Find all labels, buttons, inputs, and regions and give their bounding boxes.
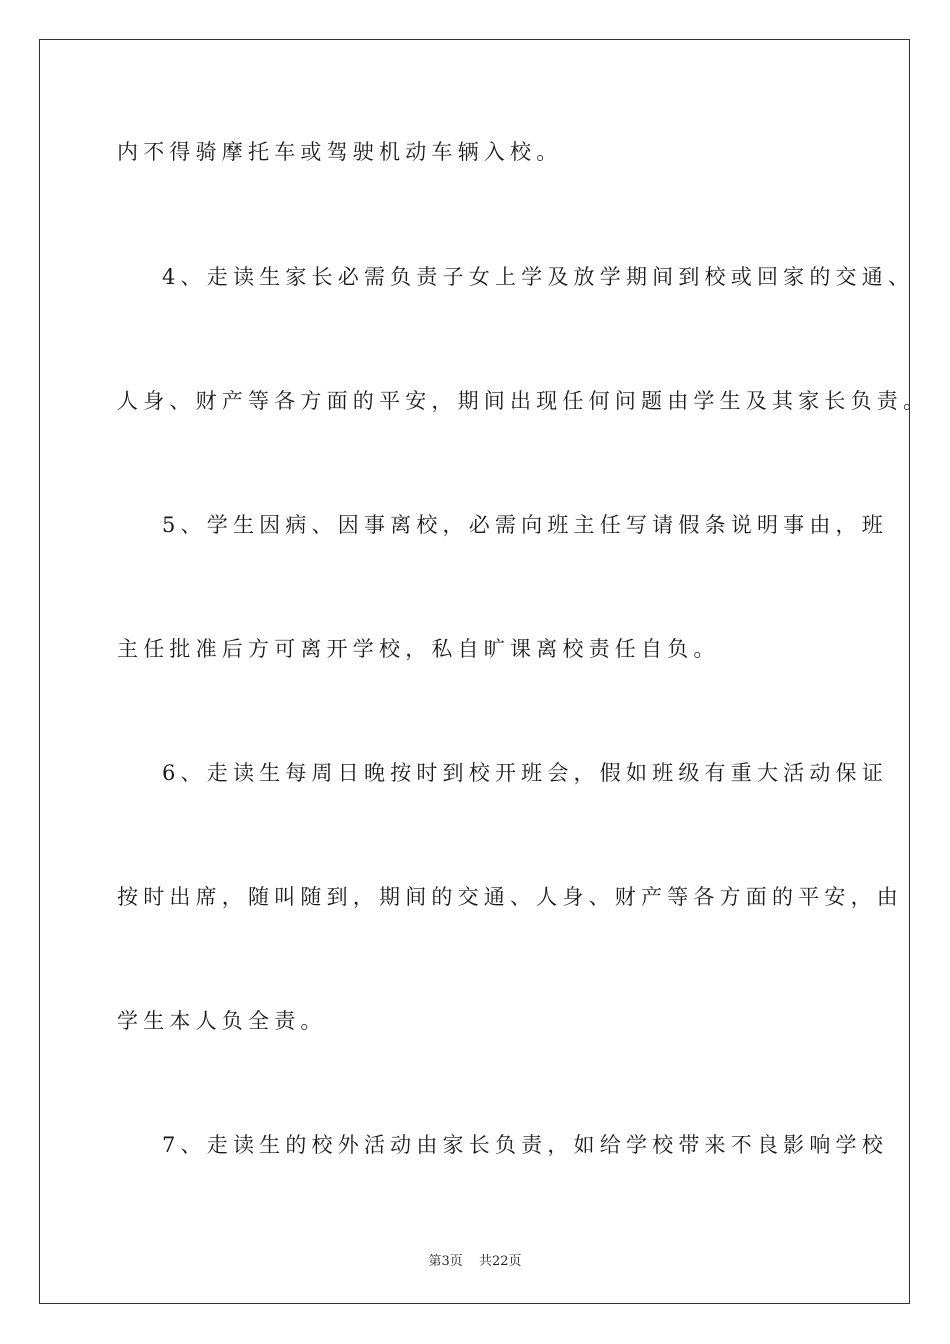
text-line-5: 主任批准后方可离开学校，私自旷课离校责任自负。 [117,637,720,661]
page-number: 第3页 [428,1254,463,1269]
text-line-2: 4、走读生家长必需负责子女上学及放学期间到校或回家的交通、 [162,265,915,289]
page-total: 共22页 [478,1254,522,1269]
text-line-7: 按时出席，随叫随到，期间的交通、人身、财产等各方面的平安，由 [117,885,903,909]
text-line-6: 6、走读生每周日晚按时到校开班会，假如班级有重大活动保证 [162,761,888,785]
text-line-1: 内不得骑摩托车或驾驶机动车辆入校。 [117,140,563,164]
text-line-9: 7、走读生的校外活动由家长负责，如给学校带来不良影响学校 [162,1133,888,1157]
text-line-8: 学生本人负全责。 [117,1009,327,1033]
page-footer [0,1250,950,1269]
page-frame [39,39,910,1304]
text-line-4: 5、学生因病、因事离校，必需向班主任写请假条说明事由，班 [162,513,888,537]
text-line-3: 人身、财产等各方面的平安，期间出现任何问题由学生及其家长负责。 [117,389,930,413]
